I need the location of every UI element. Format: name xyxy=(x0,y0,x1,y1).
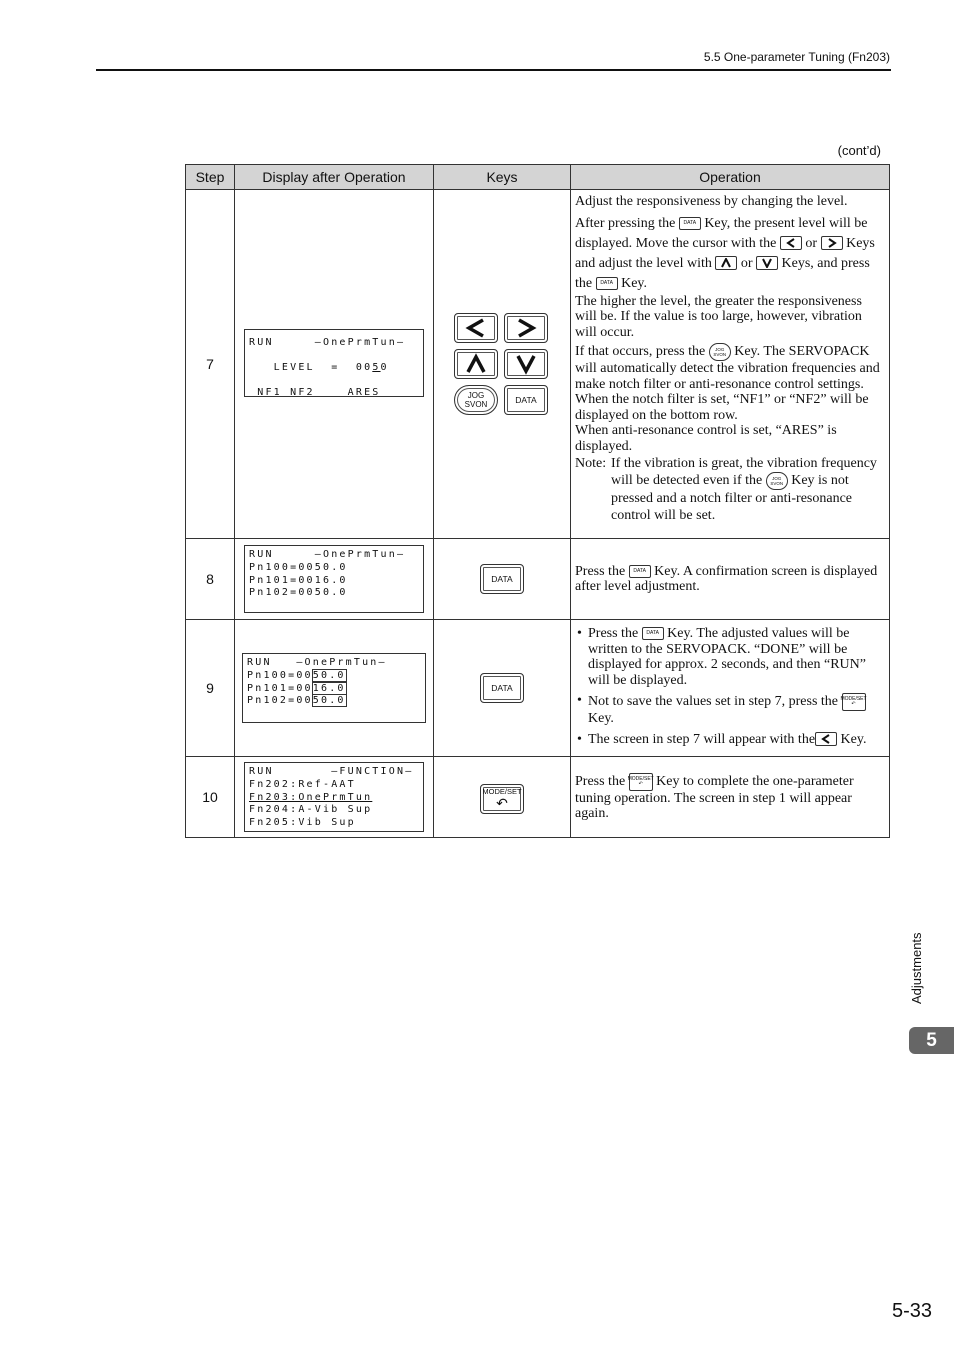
lcd-line: Pn101=0016.0 xyxy=(249,574,348,586)
op-text: Press the xyxy=(588,626,642,641)
table-row xyxy=(186,190,890,539)
operation-cell xyxy=(571,757,890,838)
data-key[interactable]: DATA xyxy=(480,673,524,703)
data-key-icon: DATA xyxy=(642,627,664,640)
header-display: Display after Operation xyxy=(235,165,434,190)
lcd-line: 0 xyxy=(380,361,389,373)
lcd-line: Pn102=0050.0 xyxy=(249,587,348,599)
lcd-line: RUN —OnePrmTun— xyxy=(249,549,406,560)
lcd-line: Pn100=0050.0 xyxy=(249,561,348,573)
lcd-highlight: 50.0 xyxy=(312,695,346,707)
op-text: Key. The adjusted values will be written to the SERVOPACK. “DONE” will be displayed for approx. 2 seconds, and then “RUN” will be displayed. xyxy=(588,626,866,688)
op-text: When the notch filter is set, “NF1” or “NF2” will be displayed on the bottom row. xyxy=(575,392,869,423)
lcd-highlight: 50.0 xyxy=(312,669,346,681)
right-arrow-icon xyxy=(513,317,539,339)
table-header-row xyxy=(186,165,890,190)
op-text: or xyxy=(801,235,821,251)
up-arrow-key-icon xyxy=(715,256,737,270)
jog-label: JOG xyxy=(467,391,485,400)
note-label: Note: xyxy=(575,456,607,471)
jog-svon-key-icon: JOG SVON xyxy=(766,472,788,490)
lcd-line: Pn101=00 xyxy=(247,682,313,694)
side-tab-label: Adjustments xyxy=(909,932,924,1004)
list-item xyxy=(575,732,883,748)
data-key-icon: DATA xyxy=(596,277,618,290)
list-item xyxy=(575,693,883,727)
lcd-line: NF1 NF2 ARES xyxy=(249,386,381,398)
lcd-line: RUN —OnePrmTun— xyxy=(247,657,387,668)
list-item xyxy=(575,626,883,688)
lcd-line: Fn204:A-Vib Sup xyxy=(249,804,373,816)
op-text: After pressing the xyxy=(575,215,679,231)
key-group xyxy=(454,313,550,415)
bullet-list xyxy=(575,626,883,747)
header-step: Step xyxy=(186,165,235,190)
jog-svon-key[interactable] xyxy=(454,385,498,415)
operation-cell xyxy=(571,620,890,757)
mode-set-key-icon: MODE/SET ↶ xyxy=(629,773,653,791)
op-text: will be detected even if the xyxy=(611,472,766,488)
op-text: Key. xyxy=(588,711,614,726)
lcd-line: RUN —FUNCTION— xyxy=(249,766,414,777)
continued-label: (cont’d) xyxy=(837,143,881,158)
op-text: Key to complete the one-parameter tuning operation. The screen in step 1 will appear again. xyxy=(575,773,854,821)
lcd-display xyxy=(242,653,426,723)
display-cell xyxy=(235,190,434,539)
display-cell xyxy=(235,620,434,757)
left-arrow-key-icon xyxy=(815,732,837,746)
operation-cell xyxy=(571,190,890,539)
data-key-icon: DATA xyxy=(679,217,701,230)
op-paragraph xyxy=(575,343,883,392)
step-number: 7 xyxy=(186,190,235,539)
right-arrow-key[interactable] xyxy=(504,313,548,343)
keys-cell xyxy=(434,539,571,620)
page-number: 5-33 xyxy=(891,1300,932,1322)
left-arrow-key-icon xyxy=(780,236,802,250)
header-keys: Keys xyxy=(434,165,571,190)
op-text: When anti-resonance control is set, “ARES” is displayed. xyxy=(575,423,837,454)
display-cell xyxy=(235,757,434,838)
op-text: Key. A confirmation screen is displayed after level adjustment. xyxy=(575,563,878,594)
left-arrow-key[interactable] xyxy=(454,313,498,343)
down-arrow-key[interactable] xyxy=(504,349,548,379)
lcd-display xyxy=(244,545,424,613)
op-text: If the vibration is great, the vibration frequency xyxy=(611,456,877,471)
lcd-cursor-digit: 5 xyxy=(372,361,381,373)
op-text: Not to save the values set in step 7, press the xyxy=(588,694,842,710)
step-number: 10 xyxy=(186,757,235,838)
lcd-line: RUN —OnePrmTun— xyxy=(249,336,406,348)
lcd-line: Fn203:OnePrmTun xyxy=(249,791,373,803)
data-key[interactable]: DATA xyxy=(504,385,548,415)
keys-cell xyxy=(434,190,571,539)
op-text: Key, the present level will be displayed. Move the cursor with the xyxy=(575,215,868,251)
op-text: The screen in step 7 will appear with the xyxy=(588,731,816,747)
chapter-tab: 5 xyxy=(909,1027,954,1054)
mode-set-key-icon: MODE/SET ↶ xyxy=(842,693,866,711)
op-text: Press the xyxy=(575,773,629,789)
header-operation: Operation xyxy=(571,165,890,190)
up-arrow-key[interactable] xyxy=(454,349,498,379)
op-text: Keys, and press the xyxy=(575,255,870,291)
procedure-table xyxy=(185,164,890,838)
op-text: Key. The SERVOPACK will automatically detect the vibration frequencies and make notch filter or anti-resonance control settings. xyxy=(575,344,880,392)
data-key[interactable]: DATA xyxy=(480,564,524,594)
op-paragraph xyxy=(575,214,883,294)
op-text: or xyxy=(737,255,757,271)
header-rule xyxy=(96,69,891,71)
lcd-line: LEVEL = 00 xyxy=(249,361,373,373)
lcd-line: Pn100=00 xyxy=(247,669,313,681)
keys-cell xyxy=(434,757,571,838)
lcd-display xyxy=(244,762,424,832)
op-text: Key. xyxy=(617,275,648,291)
op-text: Key. xyxy=(837,731,867,747)
keys-cell xyxy=(434,620,571,757)
step-number: 8 xyxy=(186,539,235,620)
table-row xyxy=(186,620,890,757)
note-body xyxy=(575,472,883,524)
op-text: Key is not pressed and a notch filter or anti-resonance control will be set. xyxy=(611,472,853,523)
step-number: 9 xyxy=(186,620,235,757)
jog-svon-key-icon: JOG SVON xyxy=(709,343,731,361)
left-arrow-icon xyxy=(463,317,489,339)
down-arrow-key-icon xyxy=(756,256,778,270)
down-arrow-icon xyxy=(513,353,539,375)
op-text: Press the xyxy=(575,563,629,579)
table-row xyxy=(186,757,890,838)
operation-cell xyxy=(571,539,890,620)
mode-set-label: MODE/SET xyxy=(482,786,522,796)
lcd-line: Fn205:Vib Sup xyxy=(249,817,356,829)
running-header: 5.5 One-parameter Tuning (Fn203) xyxy=(703,50,890,64)
lcd-line: Fn202:Ref-AAT xyxy=(249,778,356,790)
right-arrow-key-icon xyxy=(821,236,843,250)
note xyxy=(575,456,883,472)
op-text: Keys and adjust the level with xyxy=(575,235,875,271)
op-text: The higher the level, the greater the responsiveness will be. If the value is too large, however, vibration will occur. xyxy=(575,293,862,340)
lcd-display xyxy=(244,329,424,397)
return-arrow-icon: ↶ xyxy=(496,794,508,811)
up-arrow-icon xyxy=(463,353,489,375)
op-text: Adjust the responsiveness by changing the level. xyxy=(575,194,848,209)
lcd-line: Pn102=00 xyxy=(247,695,313,707)
table-row xyxy=(186,539,890,620)
data-key-icon: DATA xyxy=(629,565,651,578)
display-cell xyxy=(235,539,434,620)
op-text: If that occurs, press the xyxy=(575,344,709,360)
lcd-highlight: 16.0 xyxy=(312,682,346,694)
svon-label: SVON xyxy=(464,400,488,409)
mode-set-key[interactable] xyxy=(480,784,524,814)
